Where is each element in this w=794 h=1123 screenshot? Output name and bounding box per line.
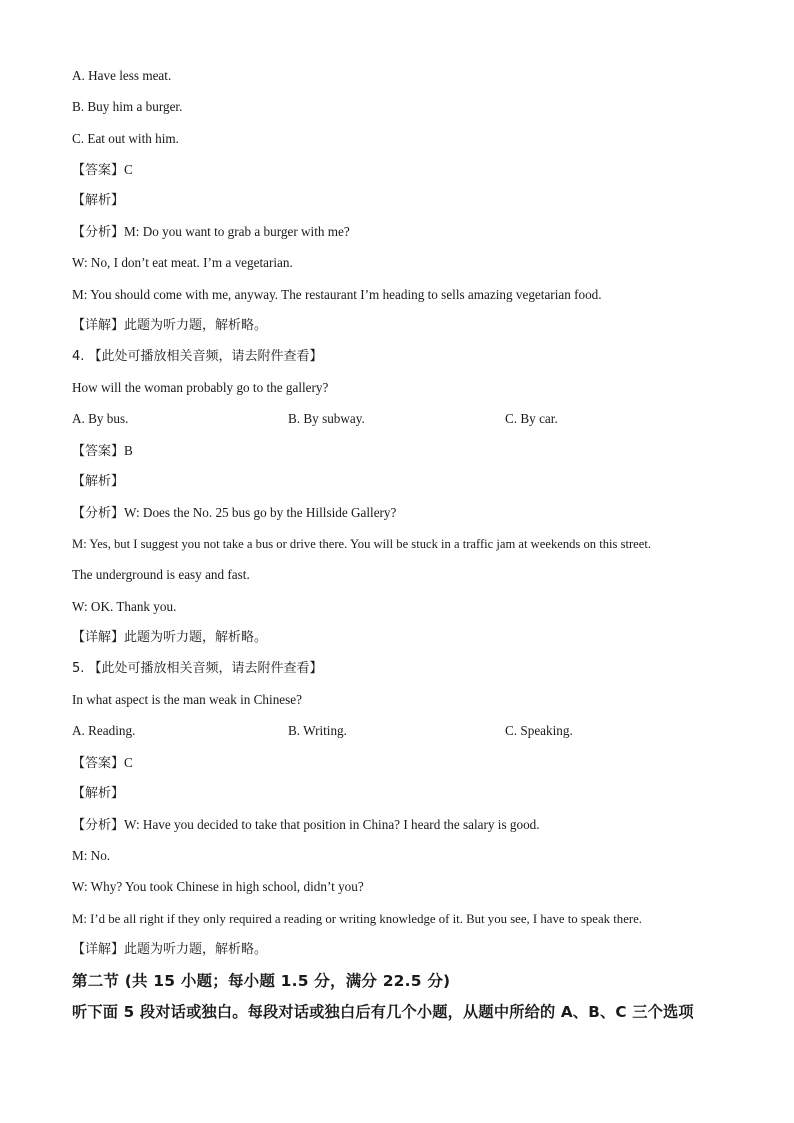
q3-detail: 【详解】此题为听力题，解析略。 — [72, 318, 268, 333]
dialogue-text: W: Does the No. 25 bus go by the Hillside Gallery? — [124, 505, 397, 520]
q4-dialogue-1 — [72, 504, 734, 523]
q3-answer-line — [72, 161, 734, 180]
section-instruction: 听下面 5 段对话或独白。每段对话或独白后有几个小题，从题中所给的 A、B、C 三个选项 — [72, 1003, 694, 1021]
answer-label: 【答案】 — [72, 444, 125, 459]
q3-option-b: B. Buy him a burger. — [72, 99, 183, 114]
q5-analysis-label: 【解析】 — [72, 786, 125, 801]
q5-heading: 5. 【此处可播放相关音频，请去附件查看】 — [72, 661, 323, 676]
q4-option-a: A. By bus. — [72, 411, 129, 426]
q5-dialogue-4: M: I’d be all right if they only required a reading or writing knowledge of it. But you see, I have to speak there. — [72, 912, 643, 926]
q3-analysis-label: 【解析】 — [72, 193, 125, 208]
answer-value: B — [124, 443, 133, 458]
q4-detail: 【详解】此题为听力题，解析略。 — [72, 630, 268, 645]
dialogue-text: M: Do you want to grab a burger with me? — [124, 224, 350, 239]
q5-option-a: A. Reading. — [72, 723, 136, 738]
fenxi-label: 【分析】 — [72, 506, 125, 521]
q4-dialogue-4: W: OK. Thank you. — [72, 599, 177, 614]
q4-option-b: B. By subway. — [288, 411, 365, 426]
q4-option-c: C. By car. — [505, 411, 558, 426]
q5-option-b: B. Writing. — [288, 723, 347, 738]
q5-detail: 【详解】此题为听力题，解析略。 — [72, 942, 268, 957]
q5-answer-line — [72, 754, 734, 773]
answer-value: C — [124, 755, 133, 770]
q3-dialogue-1 — [72, 223, 734, 242]
q4-options — [72, 410, 734, 428]
fenxi-label: 【分析】 — [72, 818, 125, 833]
q3-option-c: C. Eat out with him. — [72, 131, 179, 146]
answer-label: 【答案】 — [72, 756, 125, 771]
dialogue-text: W: Have you decided to take that position in China? I heard the salary is good. — [124, 817, 540, 832]
fenxi-label: 【分析】 — [72, 225, 125, 240]
q4-analysis-label: 【解析】 — [72, 474, 125, 489]
section-title: 第二节 (共 15 小题；每小题 1.5 分，满分 22.5 分) — [72, 972, 451, 990]
q5-options — [72, 722, 734, 740]
q3-dialogue-2: W: No, I don’t eat meat. I’m a vegetarian. — [72, 255, 293, 270]
q5-option-c: C. Speaking. — [505, 723, 573, 738]
q5-dialogue-2: M: No. — [72, 848, 111, 863]
q4-dialogue-2: M: Yes, but I suggest you not take a bus or drive there. You will be stuck in a traffic jam at weekends on this street. — [72, 537, 651, 551]
q4-heading: 4. 【此处可播放相关音频，请去附件查看】 — [72, 349, 323, 364]
q4-answer-line — [72, 442, 734, 461]
q4-question: How will the woman probably go to the gallery? — [72, 380, 329, 395]
q5-question: In what aspect is the man weak in Chinese? — [72, 692, 302, 707]
q4-dialogue-3: The underground is easy and fast. — [72, 567, 250, 582]
q3-dialogue-3: M: You should come with me, anyway. The restaurant I’m heading to sells amazing vegetarian food. — [72, 287, 602, 302]
q5-dialogue-1 — [72, 816, 734, 835]
q5-dialogue-3: W: Why? You took Chinese in high school, didn’t you? — [72, 879, 364, 894]
q3-option-a: A. Have less meat. — [72, 68, 172, 83]
answer-value: C — [124, 162, 133, 177]
answer-label: 【答案】 — [72, 163, 125, 178]
